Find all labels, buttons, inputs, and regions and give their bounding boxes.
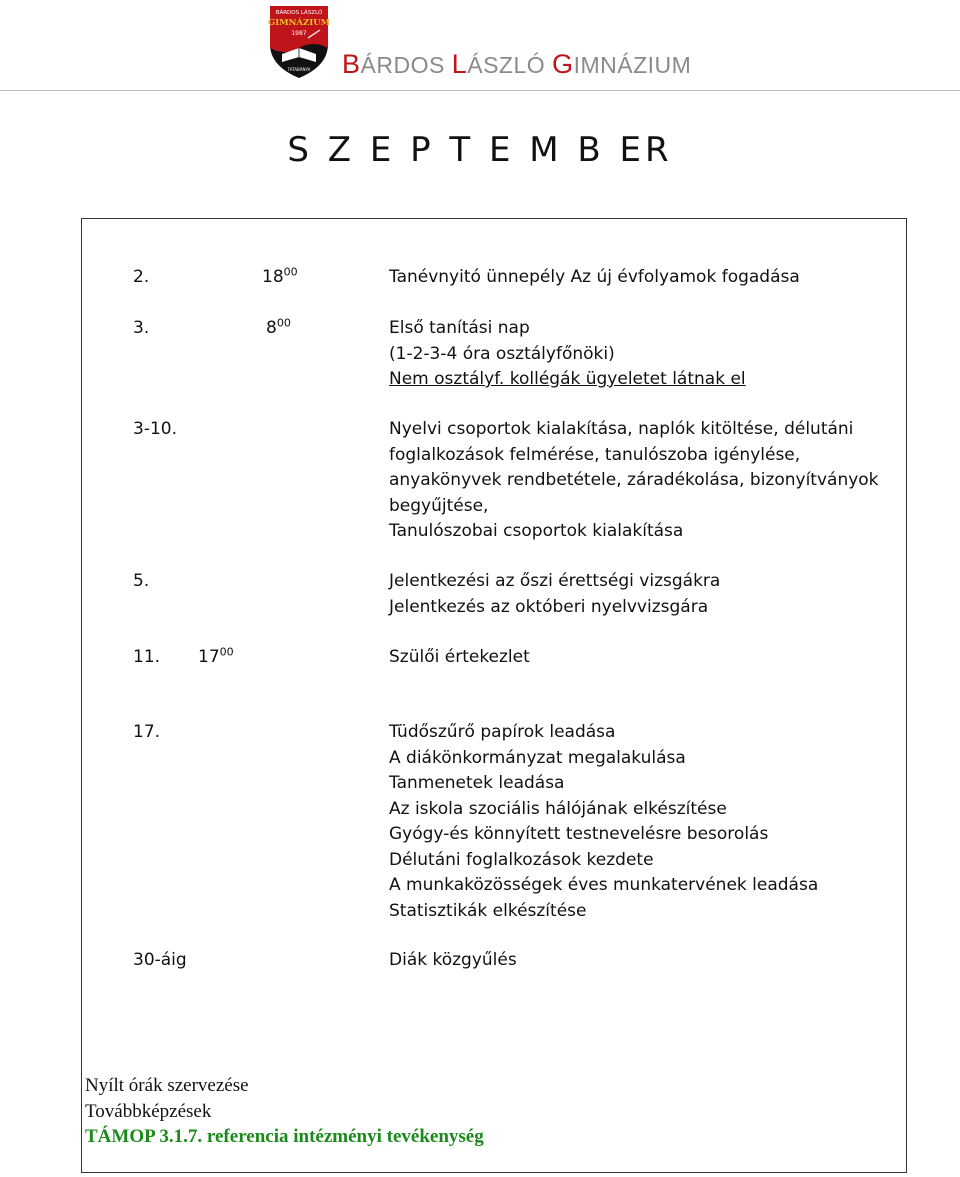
notes-section [85, 1073, 484, 1150]
entry-time: $8^{00}$ [266, 316, 291, 338]
page-header [0, 0, 960, 92]
entry-day: 30-áig [133, 950, 187, 970]
entry-line: Délutáni foglalkozások kezdete [389, 849, 654, 870]
note-line: Nyílt órák szervezése [85, 1075, 249, 1096]
entry-line: A diákönkormányzat megalakulása [389, 747, 686, 768]
entry-line: Tanulószobai csoportok kialakítása [389, 521, 684, 541]
entry-day: 11. [133, 647, 161, 667]
entry-description [389, 569, 869, 620]
entry-description [389, 720, 869, 924]
entry-line: begyűjtése, [389, 495, 489, 516]
entry-description [389, 645, 869, 671]
month-title: S Z E P T E M B ER [287, 130, 673, 170]
entry-line: Diák közgyűlés [389, 950, 517, 970]
entry-time: $18^{00}$ [262, 265, 298, 287]
entry-line: Jelentkezés az októberi nyelvvizsgára [389, 596, 709, 617]
logo-top-text: BÁRDOS LÁSZLÓ [275, 10, 323, 16]
entry-time: $17^{00}$ [198, 645, 234, 667]
entry-line: (1-2-3-4 óra osztályfőnöki) [389, 343, 615, 364]
entry-line: A munkaközösségek éves munkatervének leadása [389, 875, 819, 895]
note-highlight-line: TÁMOP 3.1.7. referencia intézményi tevékenység [85, 1126, 484, 1147]
entry-description [389, 265, 869, 291]
entry-description [389, 316, 869, 393]
entry-description [389, 417, 879, 545]
entry-line: Tüdőszűrő papírok leadása [389, 722, 616, 742]
logo-year-text: 1987 [291, 30, 307, 37]
header-divider [0, 90, 960, 91]
entry-emphasis-line: Nem osztályf. kollégák ügyeletet látnak el [389, 369, 746, 389]
school-name: BÁRDOS LÁSZLÓ GIMNÁZIUM [342, 49, 692, 79]
entry-line: Jelentkezési az őszi érettségi vizsgákra [389, 571, 721, 591]
entry-line: Első tanítási nap [389, 318, 530, 338]
entry-line: anyakönyvek rendbetétele, záradékolása, bizonyítványok [389, 470, 879, 490]
entry-line: Az iskola szociális hálójának elkészítése [389, 798, 727, 819]
entry-description [389, 948, 869, 974]
logo-bottom-text: TATABÁNYA [287, 67, 311, 72]
entry-day: 3-10. [133, 419, 177, 439]
entry-line: foglalkozások felmérése, tanulószoba igénylése, [389, 444, 801, 465]
note-line: Továbbképzések [85, 1100, 212, 1122]
entry-line: Gyógy-és könnyített testnevelésre besorolás [389, 824, 769, 844]
entry-day: 2. [133, 267, 150, 287]
school-crest-icon [268, 4, 330, 80]
entry-line: Tanmenetek leadása [389, 773, 565, 793]
entry-line: Szülői értekezlet [389, 647, 530, 667]
entry-line: Tanévnyitó ünnepély Az új évfolyamok fogadása [389, 267, 800, 287]
logo-main-text: GIMNÁZIUM [268, 18, 330, 28]
entry-line: Statisztikák elkészítése [389, 900, 587, 921]
entry-day: 17. [133, 722, 161, 742]
entry-day: 3. [133, 318, 150, 338]
entry-day: 5. [133, 571, 150, 591]
entry-line: Nyelvi csoportok kialakítása, naplók kitöltése, délutáni [389, 419, 854, 439]
